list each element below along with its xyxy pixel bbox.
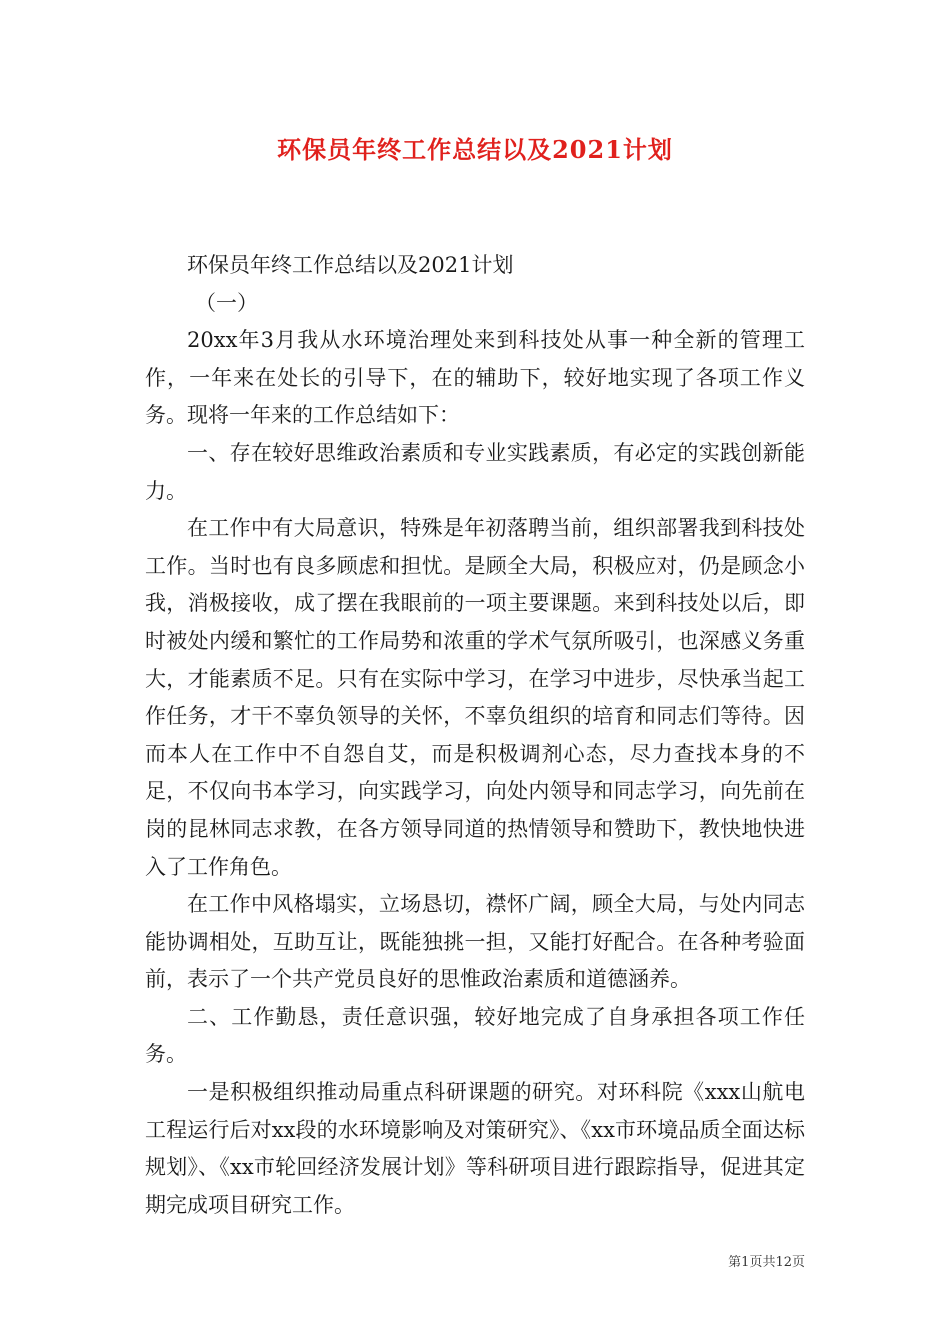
section-heading: 一、存在较好思维政治素质和专业实践素质，有必定的实践创新能力。 (145, 440, 805, 503)
body-paragraph: 在工作中风格塌实，立场恳切，襟怀广阔，顾全大局，与处内同志能协调相处，互助互让，既能独挑一担，又能打好配合。在各种考验面前，表示了一个共产党员良好的思惟政治素质和道德涵养。 (145, 892, 805, 992)
body-paragraph: 20xx年3月我从水环境治理处来到科技处从事一种全新的管理工作，一年来在处长的引导下，在的辅助下，较好地实现了各项工作义务。现将一年来的工作总结如下： (145, 328, 805, 428)
document-title: 环保员年终工作总结以及2021计划 (277, 135, 673, 164)
document-body (145, 247, 805, 1224)
body-heading: 环保员年终工作总结以及2021计划 (187, 253, 514, 277)
page-number: 第1页共12页 (728, 1255, 805, 1270)
body-paragraph: 一是积极组织推动局重点科研课题的研究。对环科院《xxx山航电工程运行后对xx段的水环境影响及对策研究》、《xx市环境品质全面达标规划》、《xx市轮回经济发展计划》等科研项目进行跟踪指导，促进其定期完成项目研究工作。 (145, 1080, 805, 1217)
section-number: （一） (195, 290, 258, 315)
body-paragraph: 在工作中有大局意识，特殊是年初落聘当前，组织部署我到科技处工作。当时也有良多顾虑和担忧。是顾全大局，积极应对，仍是顾念小我，消极接收，成了摆在我眼前的一项主要课题。来到科技处以后，即时被处内缓和繁忙的工作局势和浓重的学术气氛所吸引，也深感义务重大，才能素质不足。只有在实际中学习，在学习中进步，尽快承当起工作任务，才干不辜负领导的关怀，不辜负组织的培育和同志们等待。因而本人在工作中不自怨自艾，而是积极调剂心态，尽力查找本身的不足，不仅向书本学习，向实践学习，向处内领导和同志学习，向先前在岗的昆林同志求教，在各方领导同道的热情领导和赞助下，教快地快进入了工作角色。 (145, 516, 805, 879)
section-heading: 二、工作勤恳，责任意识强，较好地完成了自身承担各项工作任务。 (145, 1004, 805, 1067)
